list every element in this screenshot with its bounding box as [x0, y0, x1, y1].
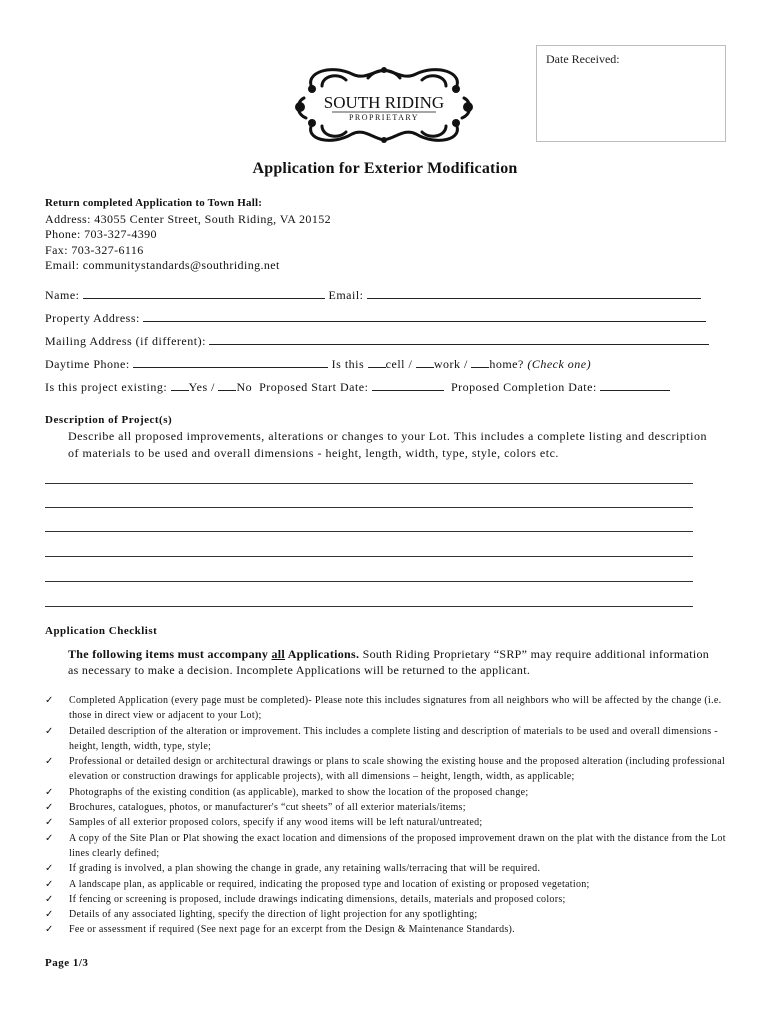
description-line-6[interactable] [45, 606, 693, 607]
yes-check[interactable] [171, 378, 189, 391]
property-address-label: Property Address: [45, 311, 140, 325]
mailing-address-label: Mailing Address (if different): [45, 334, 206, 348]
list-item: ✓ Details of any associated lighting, specify the direction of light projection for any spotlighting; [45, 907, 735, 922]
checkmark-icon: ✓ [45, 863, 54, 875]
list-item: ✓ Detailed description of the alteration or improvement. This includes a complete listing and description of materials to be used and overall dimensions - height, length, width, type, style; [45, 725, 718, 752]
logo-name: SOUTH RIDING [323, 93, 445, 112]
email-field[interactable] [367, 286, 701, 299]
cell-label: cell / [385, 357, 413, 371]
work-check[interactable] [416, 355, 434, 368]
fax-line: Fax: 703-327-6116 [45, 242, 144, 257]
start-date-label: Proposed Start Date: [259, 380, 369, 394]
phone-line: Phone: 703-327-4390 [45, 227, 157, 241]
property-address-field[interactable] [143, 309, 706, 322]
description-heading: Description of Project(s) [45, 414, 173, 426]
completion-date-label: Proposed Completion Date: [450, 380, 597, 394]
date-received-label: Date Received: [546, 52, 620, 66]
project-row [45, 378, 725, 401]
list-item: ✓ If grading is involved, a plan showing the change in grade, any retaining walls/terracing that will be required. [45, 861, 735, 876]
phone-row [45, 355, 725, 378]
checklist-heading: Application Checklist [45, 625, 158, 637]
description-line-1[interactable] [45, 483, 693, 484]
completion-date-field[interactable] [600, 378, 670, 391]
applicant-fields [45, 286, 725, 401]
logo-sub: PROPRIETARY [348, 113, 420, 122]
list-item: ✓ Completed Application (every page must be completed)- Please note this includes signatures from all neighbors who will be affected by the change (i.e. those in direct view or adjacent to your Lot); [45, 695, 722, 722]
list-item: ✓ Fee or assessment if required (See next page for an excerpt from the Design & Maintenance Standards). [45, 922, 735, 937]
checkmark-icon: ✓ [45, 878, 54, 890]
list-item: ✓ Brochures, catalogues, photos, or manufacturer's “cut sheets” of all exterior materials/items; [45, 800, 735, 815]
checklist-items [45, 693, 735, 938]
no-label: No [236, 380, 253, 394]
daytime-phone-label: Daytime Phone: [45, 357, 130, 371]
intro-bold-2: Applications. [285, 647, 360, 661]
work-label: work / [433, 357, 468, 371]
list-item: ✓ If fencing or screening is proposed, include drawings indicating dimensions, details, materials and proposed colors; [45, 892, 735, 907]
page-title: Application for Exterior Modification [252, 160, 518, 177]
cell-check[interactable] [368, 355, 386, 368]
home-check[interactable] [471, 355, 489, 368]
return-heading: Return completed Application to Town Hall: [45, 197, 263, 209]
daytime-phone-field[interactable] [133, 355, 328, 368]
name-email-row [45, 286, 725, 309]
property-row [45, 309, 725, 332]
email-line: Email: communitystandards@southriding.net [45, 258, 280, 272]
description-line-3[interactable] [45, 531, 693, 532]
email-label: Email: [328, 288, 364, 302]
date-received-box [536, 45, 726, 142]
name-label: Name: [45, 288, 80, 302]
list-item: ✓ Photographs of the existing condition (as applicable), marked to show the location of the proposed change; [45, 785, 735, 800]
yes-label: Yes / [188, 380, 215, 394]
intro-bold-all: all [271, 647, 286, 661]
start-date-field[interactable] [372, 378, 444, 391]
list-item: ✓ Professional or detailed design or architectural drawings or plans to scale showing the existing house and the proposed alteration (including professional elevation or construction drawings for applicable projects), with all dimensions – height, length, width, as applicable; [45, 756, 726, 783]
list-item: ✓ A copy of the Site Plan or Plat showing the exact location and dimensions of the proposed improvement drawn on the plat with the distance from the Lot lines clearly defined; [45, 832, 726, 859]
checklist-intro [68, 646, 718, 678]
page-number: Page 1/3 [45, 957, 89, 969]
intro-rest: South Riding Proprietary “SRP” may require additional information as necessary to make a decision. Incomplete Applications will be returned to the applicant. [68, 647, 710, 677]
contact-block [45, 196, 331, 274]
description-line-2[interactable] [45, 507, 693, 508]
existing-label: Is this project existing: [45, 380, 168, 394]
check-one-note: (Check one) [527, 357, 592, 371]
checkmark-icon: ✓ [45, 802, 54, 814]
list-item: ✓ A landscape plan, as applicable or required, indicating the proposed type and location of existing or proposed vegetation; [45, 877, 735, 892]
checkmark-icon: ✓ [45, 924, 54, 936]
list-item: ✓ Samples of all exterior proposed colors, specify if any wood items will be left natural/untreated; [45, 815, 735, 830]
checkmark-icon: ✓ [45, 695, 54, 706]
checkmark-icon: ✓ [45, 909, 54, 921]
checkmark-icon: ✓ [45, 893, 54, 905]
is-this-label: Is this [331, 357, 365, 371]
mailing-row [45, 332, 725, 355]
checkmark-icon: ✓ [45, 817, 54, 829]
description-text: Describe all proposed improvements, alterations or changes to your Lot. This includes a complete listing and description of materials to be used and overall dimensions - height, length, width, type, style, colors etc. [68, 429, 707, 460]
checkmark-icon: ✓ [45, 725, 54, 737]
checkmark-icon: ✓ [45, 832, 54, 844]
description-line-4[interactable] [45, 556, 693, 557]
south-riding-logo [292, 62, 476, 144]
intro-bold-1: The following items must accompany [68, 647, 272, 661]
checkmark-icon: ✓ [45, 756, 54, 768]
address-line: Address: 43055 Center Street, South Riding, VA 20152 [45, 211, 332, 226]
name-field[interactable] [83, 286, 325, 299]
home-label: home? [489, 357, 524, 371]
mailing-address-field[interactable] [209, 332, 709, 345]
description-line-5[interactable] [45, 581, 693, 582]
no-check[interactable] [218, 378, 236, 391]
checkmark-icon: ✓ [45, 786, 54, 798]
